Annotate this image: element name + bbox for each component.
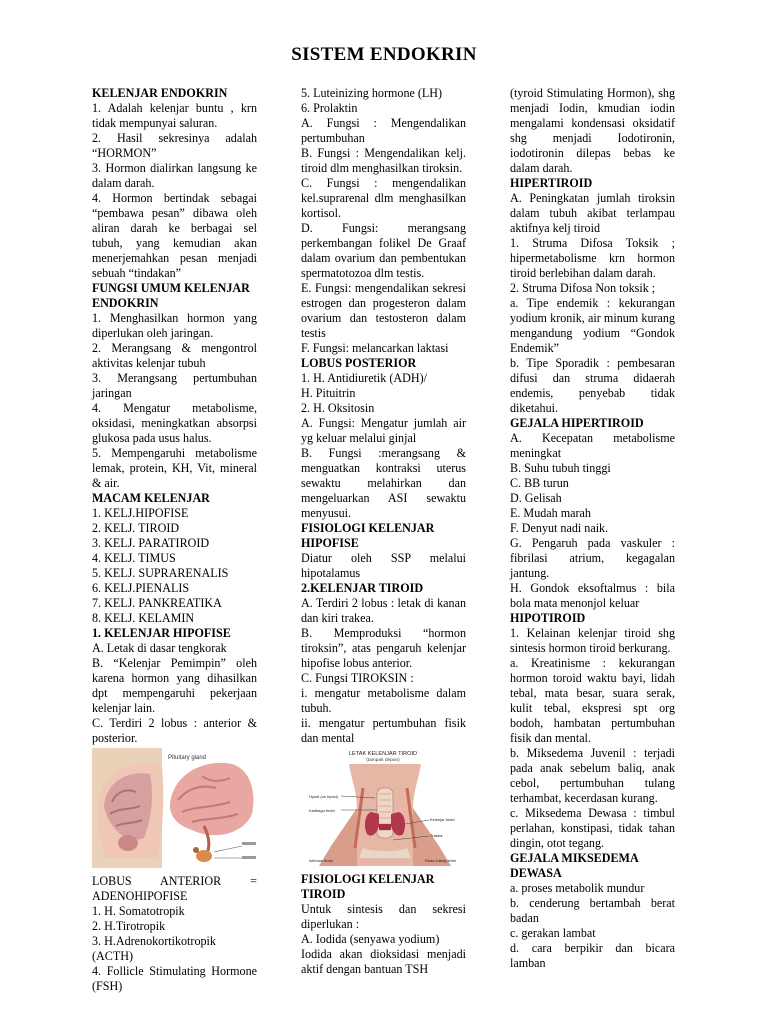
paragraph: LOBUS ANTERIOR = ADENOHIPOFISE	[92, 874, 257, 903]
paragraph: B. “Kelenjar Pemimpin” oleh karena hormon yang dihasilkan dpt mempengaruhi pekerjaan kelenjar lain.	[92, 656, 257, 715]
paragraph: 3. KELJ. PARATIROID	[92, 536, 210, 550]
paragraph: E. Mudah marah	[510, 506, 591, 520]
paragraph: A. Kecepatan metabolisme meningkat	[510, 431, 675, 460]
paragraph: (tyroid Stimulating Hormon), shg menjadi Iodin, kmudian iodin mengalami kondensasi oksidatif shg menjadi Iodotironin, iodotironin dilepas bebas ke dalam darah.	[510, 86, 675, 175]
column-2	[301, 86, 466, 977]
paragraph: c. gerakan lambat	[510, 926, 596, 940]
paragraph: 1. Kelainan kelenjar tiroid shg sintesis hormon tiroid berkurang.	[510, 626, 675, 655]
paragraph: A. Peningkatan jumlah tiroksin dalam tubuh akibat terlampau aktifnya kelj tiroid	[510, 191, 675, 235]
paragraph: c. Miksedema Dewasa : timbul perlahan, konstipasi, tidak tahan dingin, otot tegang.	[510, 806, 675, 850]
paragraph: Iodida akan dioksidasi menjadi aktif dengan bantuan TSH	[301, 947, 466, 976]
section-heading: HIPOTIROID	[510, 611, 586, 625]
paragraph: A. Terdiri 2 lobus : letak di kanan dan kiri trakea.	[301, 596, 466, 625]
neck-figure	[301, 748, 466, 870]
section-heading: GEJALA HIPERTIROID	[510, 416, 644, 430]
section-heading: 2.KELENJAR TIROID	[301, 581, 424, 595]
paragraph: 8. KELJ. KELAMIN	[92, 611, 195, 625]
paragraph: Untuk sintesis dan sekresi diperlukan :	[301, 902, 466, 931]
paragraph: 5. KELJ. SUPRARENALIS	[92, 566, 229, 580]
paragraph: 3. Hormon dialirkan langsung ke dalam darah.	[92, 161, 257, 190]
paragraph: 6. Prolaktin	[301, 101, 358, 115]
pituitary-label: Pituitary gland	[168, 755, 207, 761]
paragraph: C. Terdiri 2 lobus : anterior & posterior.	[92, 716, 257, 745]
paragraph: 4. KELJ. TIMUS	[92, 551, 176, 565]
column-3	[510, 86, 675, 971]
thyroid-label-gland: Kelenjar tiroid	[430, 817, 455, 822]
paragraph: H. Pituitrin	[301, 386, 356, 400]
paragraph: F. Denyut nadi naik.	[510, 521, 609, 535]
paragraph: 1. Adalah kelenjar buntu , krn tidak mempunyai saluran.	[92, 101, 257, 130]
column-1	[92, 86, 257, 994]
paragraph: Diatur oleh SSP melalui hipotalamus	[301, 551, 466, 580]
paragraph: F. Fungsi: melancarkan laktasi	[301, 341, 449, 355]
paragraph: 2. H.Tirotropik	[92, 919, 166, 933]
paragraph: b. Tipe Sporadik : pembesaran difusi dan struma didaerah endemis, penyebab tidak diketahui.	[510, 356, 675, 415]
section-heading: HIPERTIROID	[510, 176, 593, 190]
paragraph: 2. Hasil sekresinya adalah “HORMON”	[92, 131, 257, 160]
paragraph: 2. H. Oksitosin	[301, 401, 375, 415]
paragraph: 1. Menghasilkan hormon yang diperlukan oleh jaringan.	[92, 311, 257, 340]
thyroid-label-trachea: Trakea	[430, 833, 443, 838]
paragraph: A. Fungsi: Mengatur jumlah air yg keluar melalui ginjal	[301, 416, 466, 445]
paragraph: 1. H. Somatotropik	[92, 904, 185, 918]
brain-figure	[92, 748, 257, 872]
paragraph: A. Letak di dasar tengkorak	[92, 641, 227, 655]
paragraph: 1. H. Antidiuretik (ADH)/	[301, 371, 427, 385]
paragraph: b. Miksedema Juvenil : terjadi pada anak sebelum baliq, anak cebol, pertumbuhan tulang terhambat, kecerdasan kurang.	[510, 746, 675, 805]
section-heading: MACAM KELENJAR	[92, 491, 210, 505]
paragraph: 2. KELJ. TIROID	[92, 521, 180, 535]
section-heading: LOBUS POSTERIOR	[301, 356, 417, 370]
thyroid-label-cartilage: Kartilago tiroid	[309, 808, 335, 813]
paragraph: a. Tipe endemik : kekurangan yodium kronik, air minum kurang mengandung yodium “Gondok Endemik”	[510, 296, 675, 355]
paragraph: B. Memproduksi “hormon tiroksin”, atas pengaruh kelenjar hipofise lobus anterior.	[301, 626, 466, 670]
paragraph: H. Gondok eksoftalmus : bila bola mata menonjol keluar	[510, 581, 675, 610]
paragraph: 4. Hormon bertindak sebagai “pembawa pesan” dibawa oleh aliran darah ke berbagai sel tubuh, yang kemudian akan menerjemahkan pesan menjadi sebuah “tindakan”	[92, 191, 257, 280]
page-title: SISTEM ENDOKRIN	[291, 44, 477, 65]
paragraph: 1. KELJ.HIPOFISE	[92, 506, 189, 520]
paragraph: B. Suhu tubuh tinggi	[510, 461, 611, 475]
thyroid-label-hyoid: Hyoid (os hyoid)	[309, 794, 338, 799]
paragraph: 5. Luteinizing hormone (LH)	[301, 86, 443, 100]
paragraph: b. cenderung bertambah berat badan	[510, 896, 675, 925]
paragraph: 4. Mengatur metabolisme, oksidasi, meningkatkan absorpsi glukosa pada usus halus.	[92, 401, 257, 445]
paragraph: D. Fungsi: merangsang perkembangan folikel De Graaf dalam ovarium dan pembentukan spermatotozoa dlm testis.	[301, 221, 466, 280]
thyroid-figure-subcaption: (tampak depan)	[366, 758, 400, 763]
paragraph: 3. Merangsang pertumbuhan jaringan	[92, 371, 257, 400]
paragraph: A. Fungsi : Mengendalikan pertumbuhan	[301, 116, 466, 145]
thyroid-neck-illustration	[301, 748, 466, 866]
paragraph: C. Fungsi TIROKSIN :	[301, 671, 414, 685]
paragraph: B. Fungsi :merangsang & menguatkan kontraksi uterus sewaktu melahirkan dan mengeluarkan ASI sewaktu menyusui.	[301, 446, 466, 520]
paragraph: G. Pengaruh pada vaskuler : fibrilasi atrium, kegagalan jantung.	[510, 536, 675, 580]
paragraph: 2. Merangsang & mengontrol aktivitas kelenjar tubuh	[92, 341, 257, 370]
section-heading: GEJALA MIKSEDEMA DEWASA	[510, 851, 639, 880]
section-heading: FISIOLOGI KELENJAR TIROID	[301, 872, 435, 901]
paragraph: a. Kreatinisme : kekurangan hormon toroid waktu bayi, lidah tebal, mata besar, suara serak, kulit tebal, ekspresi spt org bodoh, hambatan pertumbuhan fisik dan mental.	[510, 656, 675, 745]
pituitary-brain-illustration	[92, 748, 257, 868]
paragraph: A. Iodida (senyawa yodium)	[301, 932, 440, 946]
paragraph: i. mengatur metabolisme dalam tubuh.	[301, 686, 466, 715]
paragraph: B. Fungsi : Mengendalikan kelj. tiroid dlm menghasilkan tiroksin.	[301, 146, 466, 175]
paragraph: E. Fungsi: mengendalikan sekresi estrogen dan progesteron dalam ovarium dan testosteron dalam testis	[301, 281, 466, 340]
paragraph: 4. Follicle Stimulating Hormone (FSH)	[92, 964, 257, 993]
section-heading: KELENJAR ENDOKRIN	[92, 86, 228, 100]
paragraph: C. Fungsi : mengendalikan kel.suprarenal dlm menghasilkan kortisol.	[301, 176, 466, 220]
paragraph: 7. KELJ. PANKREATIKA	[92, 596, 222, 610]
paragraph: ii. mengatur pertumbuhan fisik dan mental	[301, 716, 466, 745]
thyroid-label-vertebra: Ruas tulang leher	[425, 858, 457, 863]
paragraph: C. BB turun	[510, 476, 569, 490]
thyroid-figure-caption: LETAK KELENJAR TIROID	[348, 751, 418, 757]
paragraph: d. cara berpikir dan bicara lamban	[510, 941, 675, 970]
paragraph: 5. Mempengaruhi metabolisme lemak, protein, KH, Vit, mineral & air.	[92, 446, 257, 490]
thyroid-label-isthmus: Isthmus tiroid	[309, 858, 333, 863]
paragraph: 2. Struma Difosa Non toksik ;	[510, 281, 656, 295]
paragraph: a. proses metabolik mundur	[510, 881, 645, 895]
section-heading: 1. KELENJAR HIPOFISE	[92, 626, 231, 640]
paragraph: 3. H.Adrenokortikotropik (ACTH)	[92, 934, 216, 963]
paragraph: 1. Struma Difosa Toksik ; hipermetabolisme krn hormon tiroid berlebihan dalam darah.	[510, 236, 675, 280]
paragraph: 6. KELJ.PIENALIS	[92, 581, 190, 595]
section-heading: FUNGSI UMUM KELENJAR ENDOKRIN	[92, 281, 250, 310]
paragraph: D. Gelisah	[510, 491, 562, 505]
section-heading: FISIOLOGI KELENJAR HIPOFISE	[301, 521, 435, 550]
